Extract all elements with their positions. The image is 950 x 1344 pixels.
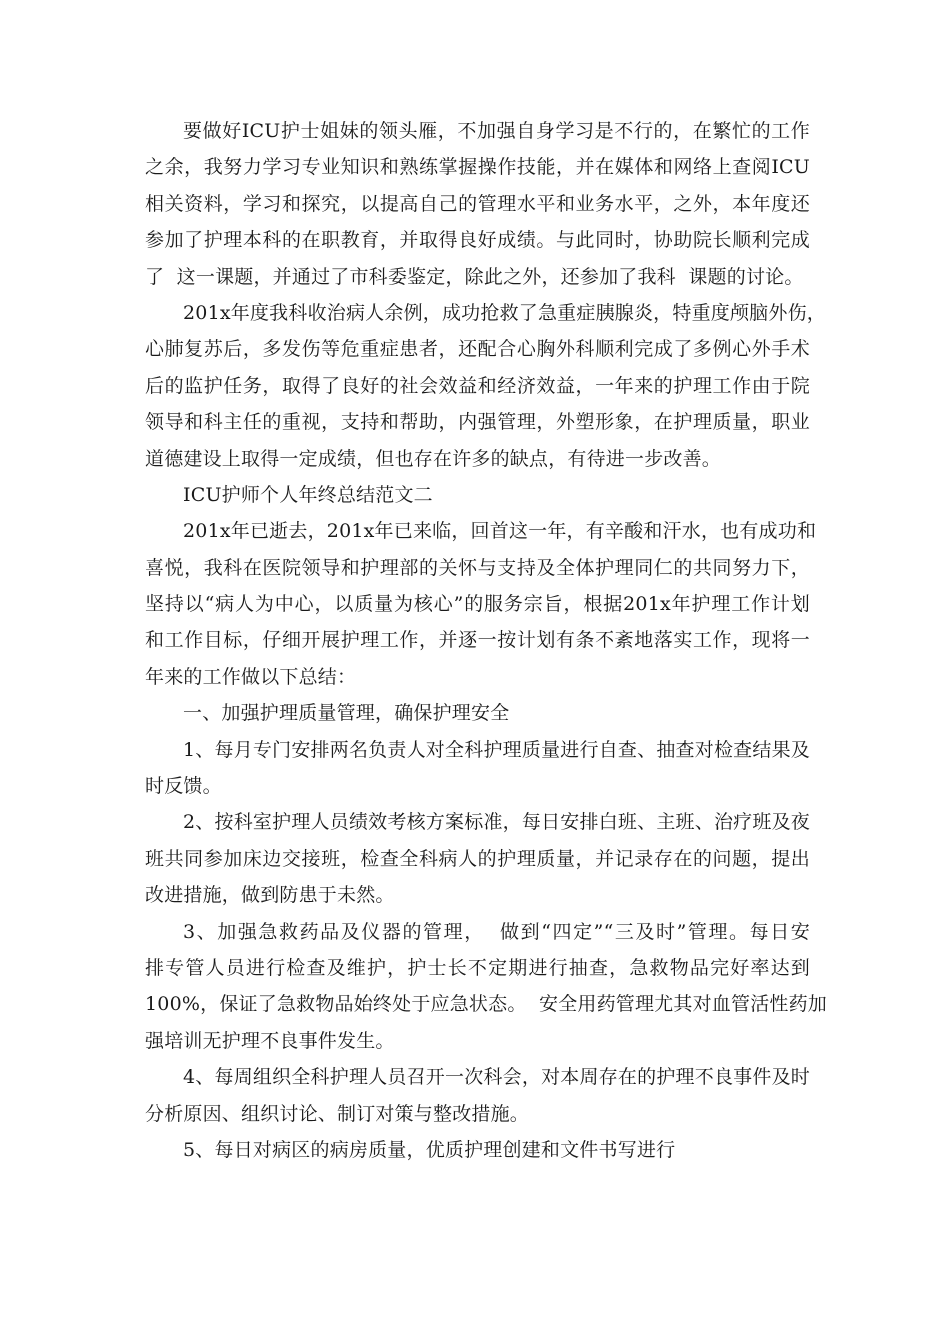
- text-line: 一、加强护理质量管理，确保护理安全: [183, 702, 510, 725]
- text-line: 领导和科主任的重视，支持和帮助，内强管理，外塑形象，在护理质量，职业: [145, 411, 810, 434]
- text-line: 1、每月专门安排两名负责人对全科护理质量进行自查、抽查对检查结果及: [183, 738, 810, 761]
- text-line: 100%，保证了急救物品始终处于应急状态。 安全用药管理尤其对血管活性药加: [145, 993, 827, 1016]
- text-line: 分析原因、组织讨论、制订对策与整改措施。: [145, 1102, 530, 1125]
- text-line: 道德建设上取得一定成绩，但也存在许多的缺点，有待进一步改善。: [145, 447, 722, 470]
- text-line: 年来的工作做以下总结：: [145, 665, 357, 688]
- text-line: 时反馈。: [145, 775, 222, 798]
- text-line: 坚持以“病人为中心，以质量为核心”的服务宗旨，根据201x年护理工作计划: [145, 593, 810, 616]
- text-line: 之余，我努力学习专业知识和熟练掌握操作技能，并在媒体和网络上查阅ICU: [145, 156, 810, 179]
- text-line: 喜悦，我科在医院领导和护理部的关怀与支持及全体护理同仁的共同努力下，: [145, 556, 810, 579]
- text-line: 参加了护理本科的在职教育，并取得良好成绩。与此同时，协助院长顺利完成: [145, 229, 810, 252]
- text-line: 了 这一课题，并通过了市科委鉴定，除此之外，还参加了我科 课题的讨论。: [145, 265, 804, 288]
- text-line: ICU护师个人年终总结范文二: [183, 483, 433, 506]
- text-line: 强培训无护理不良事件发生。: [145, 1029, 395, 1052]
- text-line: 排专管人员进行检查及维护，护士长不定期进行抽查，急救物品完好率达到: [145, 956, 810, 979]
- text-line: 5、每日对病区的病房质量，优质护理创建和文件书写进行: [183, 1138, 676, 1161]
- text-line: 3、加强急救药品及仪器的管理， 做到“四定”“三及时”管理。每日安: [183, 920, 810, 943]
- text-line: 相关资料，学习和探究，以提高自己的管理水平和业务水平，之外，本年度还: [145, 192, 810, 215]
- text-line: 201x年已逝去，201x年已来临，回首这一年，有辛酸和汗水，也有成功和: [183, 520, 817, 543]
- document-body: [145, 113, 827, 1168]
- text-line: 改进措施，做到防患于未然。: [145, 884, 395, 907]
- text-line: 后的监护任务，取得了良好的社会效益和经济效益，一年来的护理工作由于院: [145, 374, 810, 397]
- text-line: 4、每周组织全科护理人员召开一次科会，对本周存在的护理不良事件及时: [183, 1066, 810, 1089]
- text-line: 2、按科室护理人员绩效考核方案标准，每日安排白班、主班、治疗班及夜: [183, 811, 810, 834]
- text-line: 心肺复苏后，多发伤等危重症患者，还配合心胸外科顺利完成了多例心外手术: [145, 338, 810, 361]
- text-line: 要做好ICU护士姐妹的领头雁，不加强自身学习是不行的，在繁忙的工作: [183, 120, 810, 142]
- text-line: 和工作目标，仔细开展护理工作，并逐一按计划有条不紊地落实工作，现将一: [145, 629, 810, 652]
- text-line: 班共同参加床边交接班，检查全科病人的护理质量，并记录存在的问题，提出: [145, 847, 810, 870]
- text-line: 201x年度我科收治病人余例，成功抢救了急重症胰腺炎，特重度颅脑外伤，: [183, 301, 826, 324]
